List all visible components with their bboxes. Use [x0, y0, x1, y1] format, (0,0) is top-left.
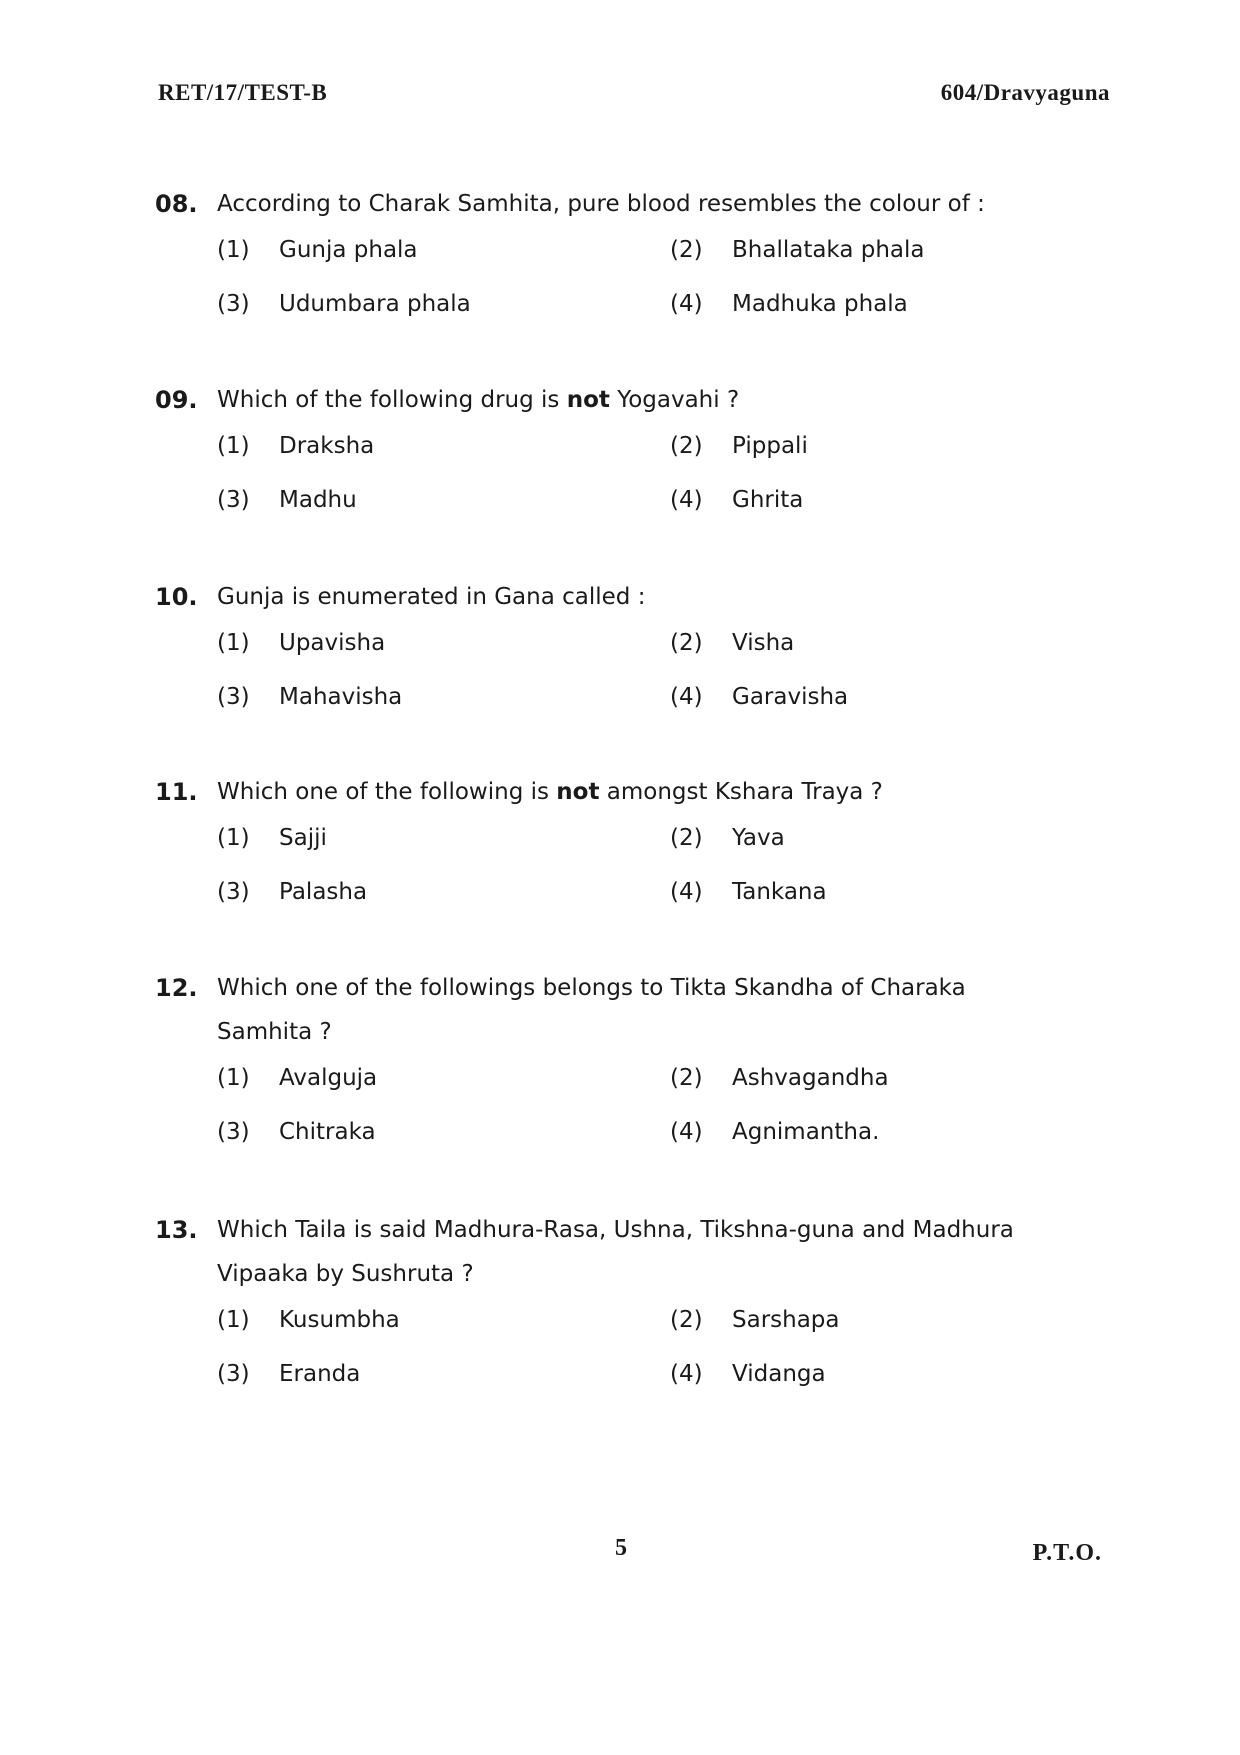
option-4[interactable]: (4) Garavisha — [670, 684, 849, 710]
option-3[interactable]: (3) Palasha — [217, 879, 368, 905]
question-08 — [155, 182, 1115, 338]
option-3[interactable]: (3) Mahavisha — [217, 684, 403, 710]
option-3[interactable]: (3) Chitraka — [217, 1119, 376, 1145]
please-turn-over: P.T.O. — [1032, 1540, 1102, 1566]
options — [155, 1300, 1115, 1408]
option-1[interactable]: (1) Sajji — [217, 825, 327, 851]
header-exam-code: RET/17/TEST-B — [158, 80, 328, 105]
question-number: 09. — [155, 386, 198, 414]
option-2[interactable]: (2) Ashvagandha — [670, 1065, 889, 1091]
option-1[interactable]: (1) Avalguja — [217, 1065, 378, 1091]
option-1[interactable]: (1) Kusumbha — [217, 1307, 400, 1333]
question-text: Which one of the following is not amongst Kshara Traya ? — [217, 779, 883, 805]
question-12 — [155, 966, 1115, 1166]
question-text: Which of the following drug is not Yogavahi ? — [217, 387, 740, 413]
options — [155, 623, 1115, 731]
question-number: 08. — [155, 190, 198, 218]
question-13 — [155, 1208, 1115, 1408]
option-2[interactable]: (2) Visha — [670, 630, 795, 656]
question-10 — [155, 575, 1115, 731]
question-text: Which Taila is said Madhura-Rasa, Ushna, Tikshna-guna and Madhura — [217, 1217, 1014, 1243]
question-number: 11. — [155, 778, 198, 806]
option-4[interactable]: (4) Tankana — [670, 879, 827, 905]
question-text: Which one of the followings belongs to Tikta Skandha of Charaka — [217, 975, 966, 1001]
options — [155, 818, 1115, 926]
question-text-continued: Vipaaka by Sushruta ? — [217, 1261, 474, 1287]
option-2[interactable]: (2) Yava — [670, 825, 785, 851]
option-3[interactable]: (3) Madhu — [217, 487, 357, 513]
option-2[interactable]: (2) Bhallataka phala — [670, 237, 925, 263]
option-1[interactable]: (1) Upavisha — [217, 630, 386, 656]
options — [155, 230, 1115, 338]
page-number: 5 — [615, 1535, 627, 1561]
option-1[interactable]: (1) Draksha — [217, 433, 375, 459]
option-1[interactable]: (1) Gunja phala — [217, 237, 418, 263]
option-2[interactable]: (2) Pippali — [670, 433, 808, 459]
options — [155, 1058, 1115, 1166]
question-text-continued: Samhita ? — [217, 1019, 332, 1045]
option-3[interactable]: (3) Udumbara phala — [217, 291, 471, 317]
question-text: According to Charak Samhita, pure blood resembles the colour of : — [217, 191, 985, 217]
option-4[interactable]: (4) Agnimantha. — [670, 1119, 880, 1145]
question-text: Gunja is enumerated in Gana called : — [217, 584, 646, 610]
question-number: 13. — [155, 1216, 198, 1244]
question-number: 12. — [155, 974, 198, 1002]
question-09 — [155, 378, 1115, 534]
header-subject: 604/Dravyaguna — [940, 80, 1110, 105]
question-number: 10. — [155, 583, 198, 611]
option-3[interactable]: (3) Eranda — [217, 1361, 361, 1387]
question-11 — [155, 770, 1115, 926]
option-4[interactable]: (4) Madhuka phala — [670, 291, 908, 317]
option-4[interactable]: (4) Vidanga — [670, 1361, 826, 1387]
options — [155, 426, 1115, 534]
option-4[interactable]: (4) Ghrita — [670, 487, 804, 513]
option-2[interactable]: (2) Sarshapa — [670, 1307, 840, 1333]
